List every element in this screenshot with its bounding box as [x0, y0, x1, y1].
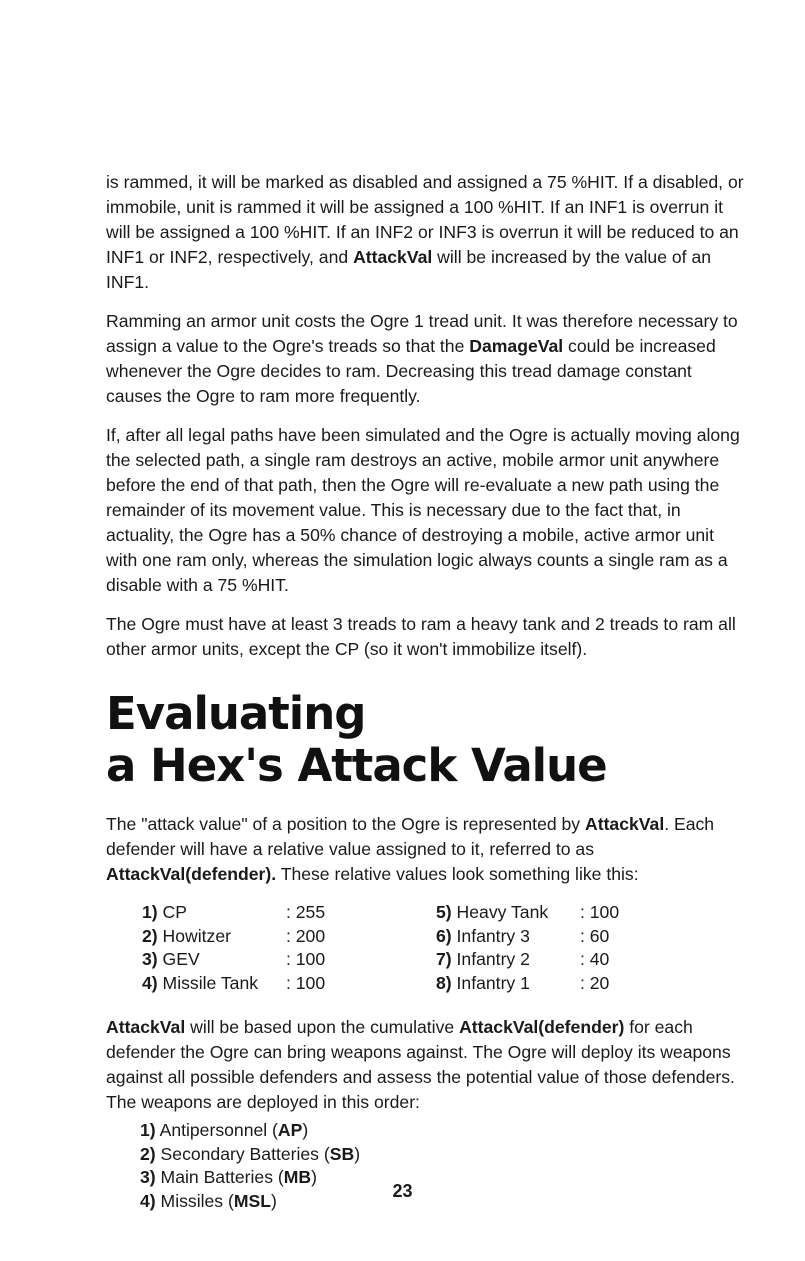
- item-number: 1): [140, 1120, 156, 1140]
- text-run: will be based upon the cumulative: [185, 1017, 460, 1037]
- weapon-abbr: MSL: [233, 1190, 271, 1211]
- text-run: ): [311, 1167, 317, 1187]
- list-item: [140, 1119, 746, 1143]
- item-label: GEV: [162, 949, 200, 969]
- text-run: Ramming an armor unit costs the Ogre 1 tread unit. It was therefore necessary to assign a value to the Ogre's treads so that the: [106, 311, 738, 356]
- item-label: Heavy Tank: [456, 902, 549, 922]
- defender-name: [142, 948, 286, 972]
- paragraph-tread-requirements: The Ogre must have at least 3 treads to ram a heavy tank and 2 treads to ram all other armor units, except the CP (so it won't immobilize itself).: [106, 614, 736, 659]
- item-label: Infantry 2: [456, 949, 530, 969]
- defender-name: [142, 972, 286, 996]
- defender-value: : 60: [580, 925, 610, 946]
- list-item: [140, 1143, 746, 1167]
- item-label: Missiles (: [160, 1190, 234, 1211]
- defender-name: [142, 925, 286, 949]
- text-run: ): [302, 1120, 309, 1140]
- term-attackval-defender: AttackVal(defender): [459, 1017, 625, 1037]
- item-label: Secondary Batteries (: [160, 1143, 330, 1164]
- item-number: 1): [142, 902, 158, 922]
- table-row: [142, 948, 640, 972]
- defender-value: : 255: [286, 902, 326, 922]
- item-number: 4): [142, 972, 158, 993]
- section-heading: [106, 688, 746, 792]
- paragraph-re-evaluate-path: If, after all legal paths have been simulated and the Ogre is actually moving along the selected path, a single ram destroys an active, mobile armor unit anywhere before the end of that path, then the Ogre will re-evaluate a new path using the remainder of its movement value. This is necessary due to the fact that, in actuality, the Ogre has a 50% chance of destroying a mobile, active armor unit with one ram only, whereas the simulation logic always counts a single ram as a disable with a 75 %HIT.: [106, 425, 740, 595]
- text-run: could be increased whenever the Ogre decides to ram. Decreasing this tread damage constant causes the Ogre to ram more frequently.: [106, 336, 716, 406]
- text-run: will be increased by the value of an INF1.: [106, 247, 712, 292]
- defender-value: : 40: [580, 949, 610, 969]
- term-attackval: AttackVal: [106, 1017, 186, 1037]
- item-label: Howitzer: [162, 925, 231, 946]
- item-number: 4): [140, 1190, 156, 1211]
- defender-name: [436, 948, 580, 972]
- item-label: CP: [162, 902, 187, 922]
- paragraph-cumulative-value: [106, 1015, 746, 1115]
- text-run: These relative values look something like this:: [276, 864, 639, 884]
- term-attackval: AttackVal: [353, 247, 433, 267]
- defender-value: : 100: [286, 972, 326, 993]
- item-number: 7): [436, 949, 452, 969]
- item-label: Infantry 3: [456, 925, 530, 946]
- section-heading-line-2: a Hex's Attack Value: [106, 739, 607, 792]
- weapon-abbr: MB: [283, 1167, 312, 1187]
- defender-value: : 20: [580, 972, 610, 993]
- item-number: 8): [436, 972, 452, 993]
- defender-value: : 100: [286, 949, 326, 969]
- defender-name: [436, 972, 580, 996]
- text-run: ): [354, 1143, 361, 1164]
- item-number: 2): [140, 1143, 156, 1164]
- item-number: 2): [142, 925, 158, 946]
- defender-values-table: [142, 901, 640, 995]
- paragraph-ramming-result: [106, 170, 746, 295]
- item-number: 3): [140, 1167, 156, 1187]
- page-number: 23: [392, 1181, 413, 1201]
- weapon-abbr: AP: [277, 1120, 303, 1140]
- paragraph-ramming-cost: [106, 309, 746, 409]
- defender-name: [142, 901, 286, 925]
- term-attackval-defender: AttackVal(defender).: [106, 864, 277, 884]
- defender-name: [436, 925, 580, 949]
- table-row: [142, 901, 640, 925]
- section-heading-line-1: Evaluating: [106, 687, 366, 740]
- defender-value: : 100: [580, 902, 620, 922]
- defender-name: [436, 901, 580, 925]
- paragraph-attack-value-intro: [106, 812, 746, 887]
- term-attackval: AttackVal: [585, 814, 665, 834]
- text-run: The "attack value" of a position to the Ogre is represented by: [106, 814, 585, 834]
- item-label: Main Batteries (: [160, 1167, 284, 1187]
- table-row: [142, 925, 640, 949]
- table-row: [142, 972, 640, 996]
- item-label: Infantry 1: [456, 972, 530, 993]
- item-label: Antipersonnel (: [159, 1120, 278, 1140]
- item-label: Missile Tank: [162, 972, 259, 993]
- item-number: 5): [436, 902, 452, 922]
- weapon-abbr: SB: [329, 1143, 355, 1164]
- text-run: is rammed, it will be marked as disabled and assigned a 75 %HIT. If a disabled, or immobile, unit is rammed it will be assigned a 100 %HIT. If an INF1 is overrun it will be assigned a 100 %HIT. If an INF2 or INF3 is overrun it will be reduced to an INF1 or INF2, respectively, and: [106, 172, 744, 267]
- defender-value: : 200: [286, 925, 326, 946]
- text-run: for each defender the Ogre can bring weapons against. The Ogre will deploy its weapons against all possible defenders and assess the potential value of those defenders. The weapons are deployed in this order:: [106, 1017, 735, 1112]
- text-run: . Each defender will have a relative value assigned to it, referred to as: [106, 814, 715, 859]
- item-number: 6): [436, 925, 452, 946]
- term-damageval: DamageVal: [469, 336, 564, 356]
- text-run: ): [271, 1190, 277, 1211]
- item-number: 3): [142, 949, 158, 969]
- page-content: [106, 170, 746, 1213]
